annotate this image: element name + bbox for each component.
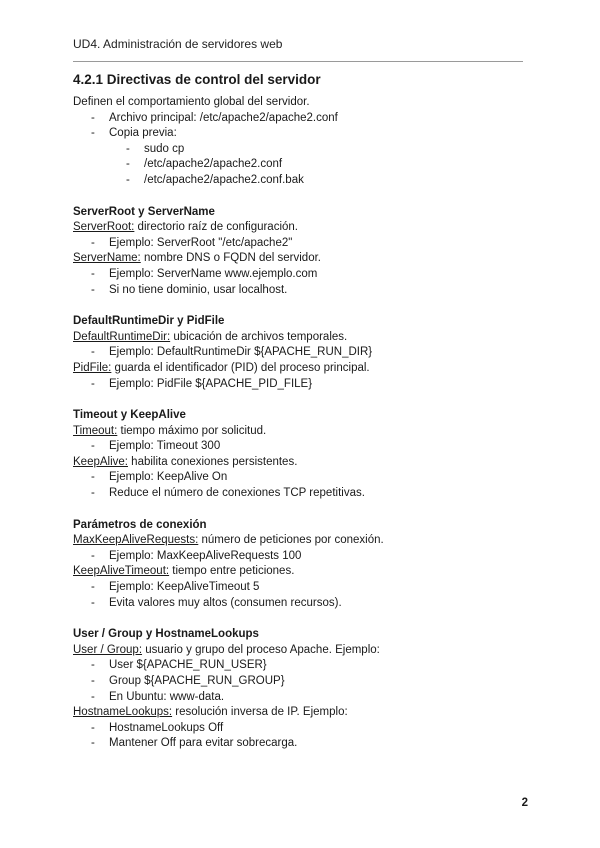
directive-term: HostnameLookups: [73, 706, 173, 719]
section-intro: Definen el comportamiento global del servidor. [73, 96, 310, 108]
list-item: - Group ${APACHE_RUN_GROUP} [73, 674, 533, 690]
list-item: - Reduce el número de conexiones TCP repetitivas. [73, 486, 533, 502]
page-header-title: UD4. Administración de servidores web [73, 37, 283, 51]
subsection-heading: Timeout y KeepAlive [73, 409, 186, 422]
bullet-dash: - [91, 675, 95, 687]
directive-definition: KeepAliveTimeout: tiempo entre peticiones. [73, 565, 295, 578]
directive-term: DefaultRuntimeDir: [73, 330, 171, 343]
header-divider [73, 61, 523, 62]
directive-definition: ServerName: nombre DNS o FQDN del servidor. [73, 252, 321, 265]
directive-definition: User / Group: usuario y grupo del proceso Apache. Ejemplo: [73, 643, 380, 656]
directive-definition: ServerRoot: directorio raíz de configuración. [73, 221, 298, 234]
directive-definition: Timeout: tiempo máximo por solicitud. [73, 424, 267, 437]
bullet-dash: - [91, 690, 95, 703]
bullet-dash: - [126, 173, 130, 186]
bullet-dash: - [91, 659, 95, 672]
list-item: - Si no tiene dominio, usar localhost. [73, 283, 533, 299]
nested-list-item: - /etc/apache2/apache2.conf [73, 157, 533, 173]
directive-term: Timeout: [73, 424, 118, 437]
list-item: - Ejemplo: MaxKeepAliveRequests 100 [73, 549, 533, 565]
bullet-dash: - [91, 471, 95, 484]
list-item: - En Ubuntu: www-data. [73, 690, 533, 706]
bullet-dash: - [91, 111, 95, 124]
list-item: - User ${APACHE_RUN_USER} [73, 658, 533, 674]
nested-list-item: - sudo cp [73, 142, 533, 158]
bullet-dash: - [91, 487, 95, 500]
bullet-dash: - [91, 127, 95, 140]
bullet-dash: - [91, 283, 95, 296]
directive-term: PidFile: [73, 361, 112, 374]
list-item: - Copia previa: [73, 126, 533, 142]
list-item: - HostnameLookups Off [73, 721, 533, 737]
directive-term: MaxKeepAliveRequests: [73, 534, 199, 547]
directive-definition: HostnameLookups: resolución inversa de IP. Ejemplo: [73, 706, 348, 719]
bullet-dash: - [91, 346, 95, 359]
directive-definition: MaxKeepAliveRequests: número de peticiones por conexión. [73, 534, 384, 547]
directive-term: ServerName: [73, 252, 141, 265]
directive-definition: PidFile: guarda el identificador (PID) del proceso principal. [73, 361, 370, 374]
page-number: 2 [521, 797, 528, 809]
bullet-dash: - [91, 737, 95, 750]
bullet-dash: - [91, 377, 95, 390]
directive-term: ServerRoot: [73, 221, 135, 234]
bullet-dash: - [126, 158, 130, 171]
list-item: - Ejemplo: DefaultRuntimeDir ${APACHE_RUN_DIR} [73, 345, 533, 361]
list-item: - Mantener Off para evitar sobrecarga. [73, 736, 533, 752]
directive-term: User / Group: [73, 643, 143, 656]
bullet-dash: - [91, 596, 95, 609]
directive-definition: DefaultRuntimeDir: ubicación de archivos temporales. [73, 330, 348, 343]
section-title: 4.2.1 Directivas de control del servidor [73, 72, 321, 87]
subsection-heading: Parámetros de conexión [73, 518, 207, 531]
list-item: - Evita valores muy altos (consumen recursos). [73, 596, 533, 612]
list-item: - Ejemplo: KeepAliveTimeout 5 [73, 580, 533, 596]
list-item: - Ejemplo: ServerRoot "/etc/apache2" [73, 236, 533, 252]
list-item: - Ejemplo: KeepAlive On [73, 470, 533, 486]
directive-definition: KeepAlive: habilita conexiones persistentes. [73, 455, 298, 468]
subsection-heading: DefaultRuntimeDir y PidFile [73, 315, 225, 328]
list-item: - Ejemplo: PidFile ${APACHE_PID_FILE} [73, 377, 533, 393]
bullet-dash: - [91, 581, 95, 594]
document-body [73, 95, 533, 752]
list-item: - Archivo principal: /etc/apache2/apache2.conf [73, 111, 533, 127]
bullet-dash: - [91, 721, 95, 734]
bullet-dash: - [126, 142, 130, 155]
directive-term: KeepAliveTimeout: [73, 565, 170, 578]
subsection-heading: User / Group y HostnameLookups [73, 628, 259, 641]
list-item: - Ejemplo: ServerName www.ejemplo.com [73, 267, 533, 283]
directive-term: KeepAlive: [73, 455, 128, 468]
bullet-dash: - [91, 440, 95, 453]
list-item: - Ejemplo: Timeout 300 [73, 439, 533, 455]
bullet-dash: - [91, 267, 95, 280]
bullet-dash: - [91, 549, 95, 562]
subsection-heading: ServerRoot y ServerName [73, 205, 215, 218]
bullet-dash: - [91, 236, 95, 249]
nested-list-item: - /etc/apache2/apache2.conf.bak [73, 173, 533, 189]
